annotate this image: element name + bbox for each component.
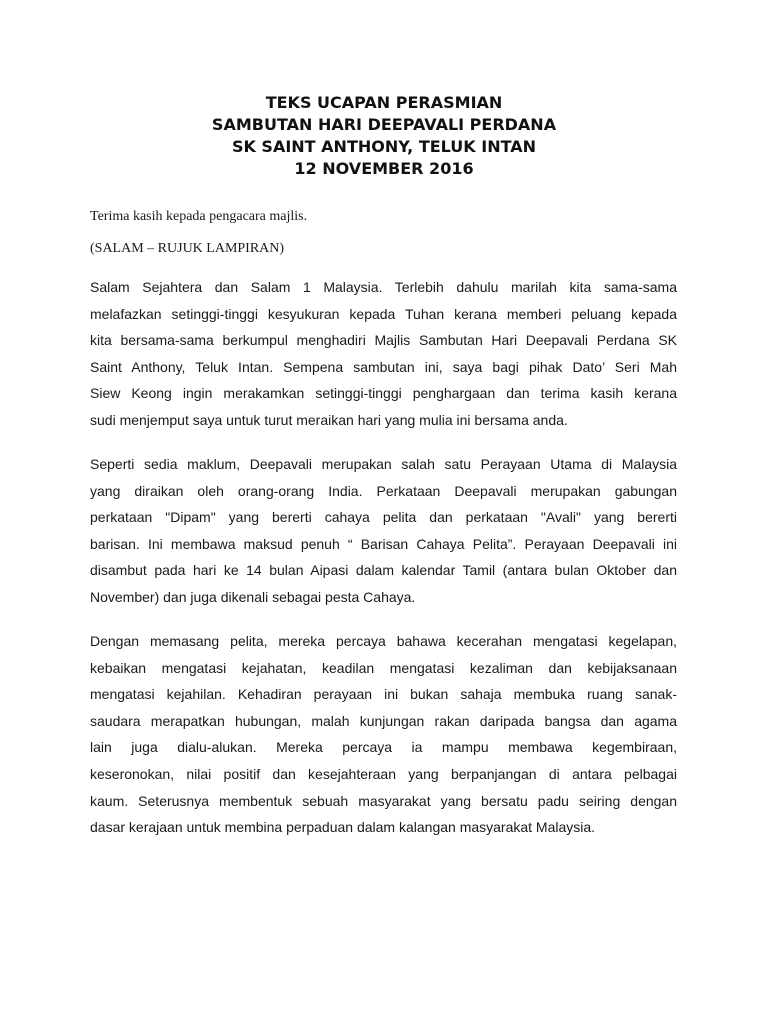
paragraph-line: melafazkan setinggi-tinggi kesyukuran kepada Tuhan kerana memberi peluang kepada xyxy=(90,305,677,322)
salam-note: (SALAM – RUJUK LAMPIRAN) xyxy=(90,241,285,256)
paragraph-line: barisan. Ini membawa maksud penuh “ Barisan Cahaya Pelita”. Perayaan Deepavali ini xyxy=(90,535,677,552)
title-line-4: 12 NOVEMBER 2016 xyxy=(294,159,474,178)
paragraph-line: disambut pada hari ke 14 bulan Aipasi dalam kalendar Tamil (antara bulan Oktober dan xyxy=(90,562,677,579)
paragraph-line: sudi menjemput saya untuk turut meraikan hari yang mulia ini bersama anda. xyxy=(90,411,568,428)
paragraph-3 xyxy=(90,628,677,841)
document-title xyxy=(0,92,768,180)
paragraph-2 xyxy=(90,451,677,611)
paragraph-line: kita bersama-sama berkumpul menghadiri Majlis Sambutan Hari Deepavali Perdana SK xyxy=(90,332,677,349)
paragraph-line: Saint Anthony, Teluk Intan. Sempena sambutan ini, saya bagi pihak Dato’ Seri Mah xyxy=(90,358,677,375)
paragraph-line: Seperti sedia maklum, Deepavali merupakan salah satu Perayaan Utama di Malaysia xyxy=(90,456,677,472)
paragraph-line: Dengan memasang pelita, mereka percaya bahawa kecerahan mengatasi kegelapan, xyxy=(90,633,677,649)
paragraph-1 xyxy=(90,274,677,434)
title-line-2: SAMBUTAN HARI DEEPAVALI PERDANA xyxy=(211,115,557,134)
paragraph-line: kaum. Seterusnya membentuk sebuah masyarakat yang bersatu padu seiring dengan xyxy=(90,792,677,809)
paragraph-line: keseronokan, nilai positif dan kesejahteraan yang berpanjangan di antara pelbagai xyxy=(90,765,677,782)
paragraph-line: November) dan juga dikenali sebagai pesta Cahaya. xyxy=(90,588,416,605)
paragraph-line: perkataan "Dipam" yang bererti cahaya pelita dan perkataan "Avali" yang bererti xyxy=(90,509,677,526)
paragraph-line: Salam Sejahtera dan Salam 1 Malaysia. Terlebih dahulu marilah kita sama-sama xyxy=(90,279,677,295)
title-line-1: TEKS UCAPAN PERASMIAN xyxy=(265,93,503,112)
paragraph-line: yang diraikan oleh orang-orang India. Perkataan Deepavali merupakan gabungan xyxy=(90,482,677,499)
paragraph-line: Siew Keong ingin merakamkan setinggi-tinggi penghargaan dan terima kasih kerana xyxy=(90,385,677,402)
paragraph-line: lain juga dialu-alukan. Mereka percaya ia mampu membawa kegembiraan, xyxy=(90,739,677,756)
paragraph-line: kebaikan mengatasi kejahatan, keadilan mengatasi kezaliman dan kebijaksanaan xyxy=(90,659,677,676)
title-line-3: SK SAINT ANTHONY, TELUK INTAN xyxy=(231,137,537,156)
paragraph-line: mengatasi kejahilan. Kehadiran perayaan ini bukan sahaja membuka ruang sanak- xyxy=(90,686,677,703)
paragraph-line: saudara merapatkan hubungan, malah kunjungan rakan daripada bangsa dan agama xyxy=(90,712,677,729)
greeting-line: Terima kasih kepada pengacara majlis. xyxy=(90,209,308,224)
paragraph-line: dasar kerajaan untuk membina perpaduan dalam kalangan masyarakat Malaysia. xyxy=(90,819,596,836)
